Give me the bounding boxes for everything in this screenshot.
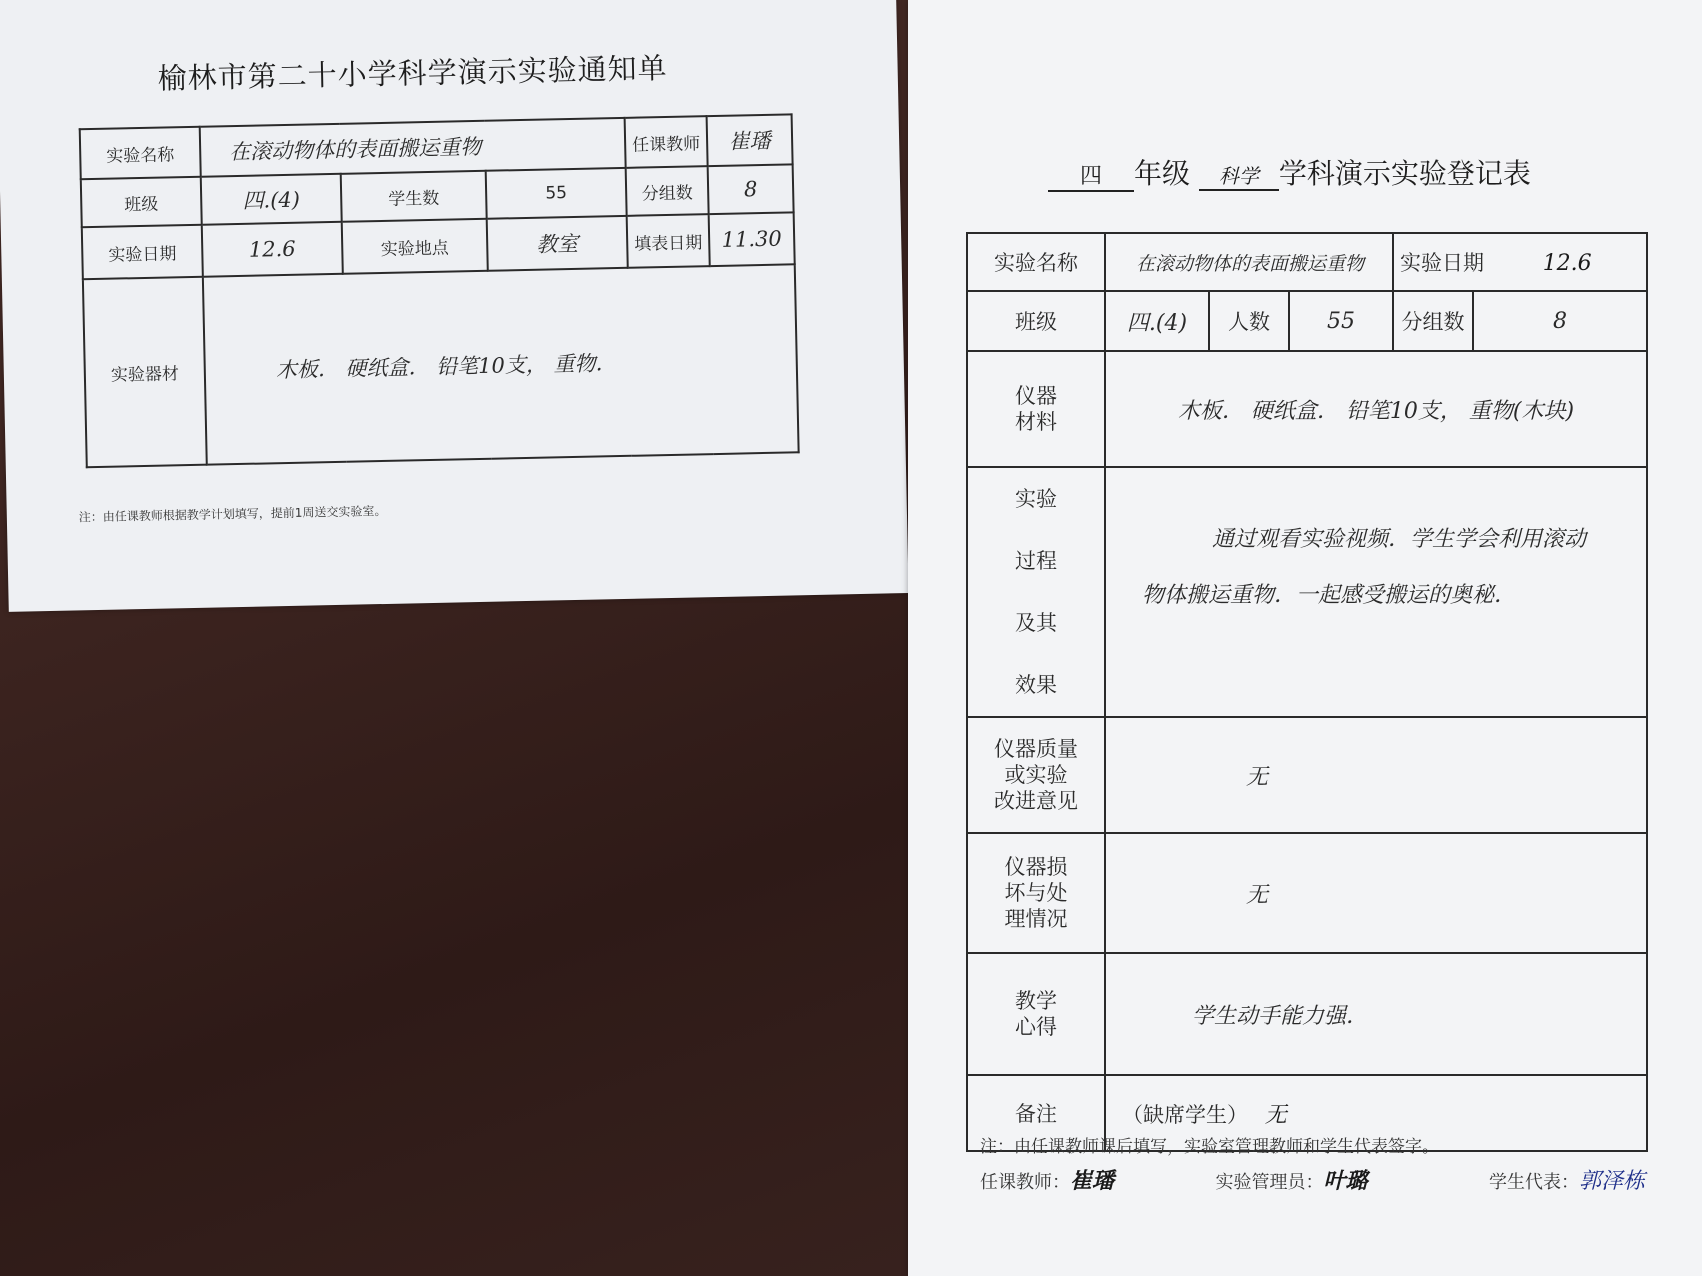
label-reg-quality-line3: 改进意见 (994, 789, 1078, 813)
value-reg-experiment-date: 12.6 (1542, 251, 1592, 276)
value-experiment-date: 12.6 (202, 222, 343, 277)
register-title-suffix: 学科演示实验登记表 (1278, 157, 1531, 190)
label-reg-quality (967, 717, 1105, 833)
register-subject: 科学 (1199, 160, 1279, 191)
sig-teacher-value: 崔璠 (1070, 1168, 1115, 1194)
label-reg-reflection (967, 953, 1105, 1075)
value-group-count: 8 (708, 164, 794, 214)
reg-date-cell (1393, 233, 1647, 291)
value-fill-date: 11.30 (709, 212, 795, 266)
label-teacher: 任课教师 (625, 116, 708, 168)
register-title (1048, 152, 1531, 192)
value-location: 教室 (487, 216, 628, 271)
value-reg-experiment-name: 在滚动物体的表面搬运重物 (1105, 233, 1393, 291)
value-reg-process-line2: 物体搬运重物．一起感受搬运的奥秘． (1142, 583, 1517, 608)
sig-student-rep-value: 郭泽栋 (1578, 1169, 1645, 1194)
value-materials: 木板． 硬纸盒． 铅笔10支， 重物． (203, 264, 799, 464)
label-reg-group-count: 分组数 (1393, 291, 1473, 351)
label-reg-damage-line1: 仪器损 (1004, 855, 1068, 879)
label-reg-reflection-line1: 教学 (1015, 989, 1057, 1013)
label-reg-materials-line2: 材料 (1015, 410, 1057, 434)
label-reg-quality-line2: 或实验 (1004, 763, 1068, 787)
value-reg-process (1105, 467, 1647, 717)
register-grade: 四 (1048, 159, 1134, 192)
value-reg-headcount: 55 (1289, 291, 1393, 351)
register-signatures (980, 1164, 1680, 1195)
sig-teacher-label: 任课教师： (980, 1172, 1070, 1193)
value-class: 四.(4) (201, 174, 342, 225)
label-location: 实验地点 (342, 219, 488, 274)
label-student-count: 学生数 (341, 171, 487, 222)
label-reg-materials-line1: 仪器 (1015, 384, 1057, 408)
sig-student-rep-label: 学生代表： (1488, 1172, 1579, 1193)
notice-table (79, 113, 800, 468)
label-reg-experiment-date: 实验日期 (1400, 251, 1484, 275)
label-reg-process (967, 467, 1105, 717)
value-reg-remarks: 无 (1264, 1102, 1287, 1128)
register-table (966, 232, 1648, 1152)
register-sheet (908, 0, 1702, 1276)
label-class: 班级 (81, 177, 202, 228)
register-footnote: 注：由任课教师课后填写，实验室管理教师和学生代表签字。 (980, 1137, 1439, 1157)
label-reg-class: 班级 (967, 291, 1105, 351)
label-reg-process-line3: 及其 (1015, 611, 1057, 635)
label-reg-process-line2: 过程 (1015, 549, 1057, 573)
label-reg-process-line1: 实验 (1015, 487, 1057, 511)
label-reg-damage-line3: 理情况 (1004, 907, 1068, 931)
label-experiment-date: 实验日期 (82, 225, 203, 280)
value-reg-materials: 木板． 硬纸盒． 铅笔10支， 重物(木块) (1105, 351, 1647, 467)
label-experiment-name: 实验名称 (80, 127, 201, 180)
sig-lab-admin-label: 实验管理员： (1215, 1172, 1324, 1193)
label-reg-materials (967, 351, 1105, 467)
label-reg-remarks: 备注 (967, 1075, 1105, 1151)
value-reg-reflection: 学生动手能力强． (1105, 953, 1647, 1075)
value-student-count: 55 (486, 168, 627, 219)
notice-sheet (0, 0, 909, 612)
label-reg-process-line4: 效果 (1015, 673, 1057, 697)
value-reg-class: 四.(4) (1105, 291, 1209, 351)
value-reg-remarks-prefix: （缺席学生） (1122, 1102, 1248, 1127)
notice-title: 榆林市第二十小学科学演示实验通知单 (157, 50, 668, 96)
value-experiment-name: 在滚动物体的表面搬运重物 (200, 118, 626, 177)
value-teacher: 崔璠 (707, 114, 793, 166)
label-reg-damage-line2: 坏与处 (1004, 881, 1068, 905)
register-grade-suffix: 年级 (1134, 157, 1191, 190)
label-materials: 实验器材 (83, 277, 207, 467)
label-reg-experiment-name: 实验名称 (967, 233, 1105, 291)
notice-footnote: 注：由任课教师根据教学计划填写，提前1周送交实验室。 (78, 503, 387, 525)
value-reg-group-count: 8 (1473, 291, 1647, 351)
label-reg-headcount: 人数 (1209, 291, 1289, 351)
value-reg-quality: 无 (1105, 717, 1647, 833)
value-reg-process-line1: 通过观看实验视频．学生学会利用滚动 (1212, 527, 1587, 552)
label-reg-damage (967, 833, 1105, 953)
label-reg-quality-line1: 仪器质量 (994, 737, 1078, 761)
value-reg-damage: 无 (1105, 833, 1647, 953)
label-group-count: 分组数 (626, 166, 709, 216)
sig-lab-admin-value: 叶璐 (1323, 1168, 1368, 1194)
label-fill-date: 填表日期 (627, 214, 710, 268)
label-reg-reflection-line2: 心得 (1015, 1015, 1057, 1039)
